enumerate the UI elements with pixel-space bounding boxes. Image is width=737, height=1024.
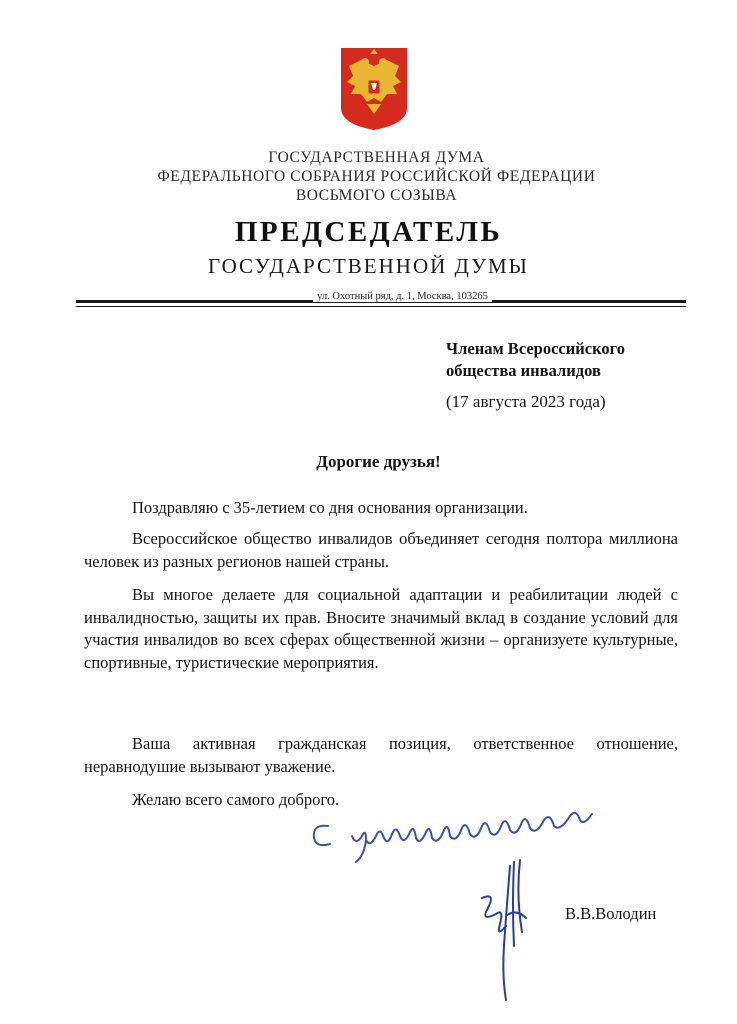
address-text: ул. Охотный ряд, д. 1, Москва, 103265 [313, 291, 492, 302]
header-divider-thin [76, 306, 686, 307]
paragraph-text: Вы многое делаете для социальной адаптации и реабилитации людей с инвалидностью, защиты их прав. Вносите значимый вклад в создание условий для участия инвалидов во всех сферах общественной жизни – организуете культурные, спортивные, туристические мероприятия. [84, 585, 678, 672]
paragraph-text: Поздравляю с 35-летием со дня основания организации. [132, 498, 528, 517]
recipient-line-1: Членам Всероссийского [446, 339, 625, 358]
paragraph-2 [84, 528, 678, 573]
paragraph-4 [84, 733, 678, 778]
signer-name: В.В.Володин [565, 904, 657, 923]
organization-header [0, 148, 737, 205]
paragraph-3 [84, 584, 678, 674]
recipient-line-2: общества инвалидов [446, 361, 601, 380]
chair-subtitle: ГОСУДАРСТВЕННОЙ ДУМЫ [208, 254, 529, 278]
recipient-block [446, 338, 625, 382]
greeting-text: Дорогие друзья! [316, 452, 441, 471]
greeting [0, 452, 737, 472]
paragraph-text: Ваша активная гражданская позиция, ответственное отношение, неравнодушие вызывают уважение. [84, 734, 678, 776]
chair-title: ПРЕДСЕДАТЕЛЬ [234, 216, 503, 248]
org-line-1: ГОСУДАРСТВЕННАЯ ДУМА [268, 149, 485, 166]
paragraph-text: Всероссийское общество инвалидов объединяет сегодня полтора миллиона человек из разных регионов нашей страны. [84, 529, 678, 571]
org-line-3: ВОСЬМОГО СОЗЫВА [295, 187, 458, 204]
letter-date: (17 августа 2023 года) [446, 392, 606, 411]
handwritten-signature [300, 796, 620, 1006]
russian-coat-of-arms-icon [339, 46, 409, 132]
paragraph-text: Желаю всего самого доброго. [132, 790, 340, 809]
address [0, 291, 737, 302]
paragraph-1 [84, 497, 678, 520]
org-line-2: ФЕДЕРАЛЬНОГО СОБРАНИЯ РОССИЙСКОЙ ФЕДЕРАЦИИ [157, 168, 596, 185]
